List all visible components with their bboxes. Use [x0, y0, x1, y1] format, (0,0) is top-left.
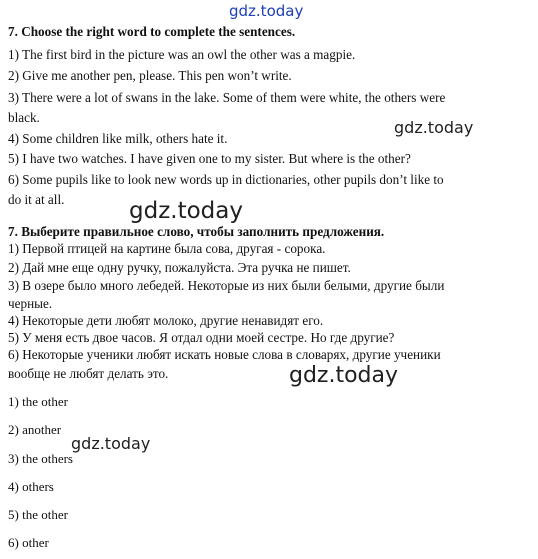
answer-item: 3) the others: [8, 451, 73, 466]
watermark-a: gdz.today: [394, 118, 474, 137]
watermark-top: gdz.today: [229, 2, 304, 20]
sentence-line: 5) I have two watches. I have given one to my sister. But where is the other?: [8, 151, 411, 166]
sentence-line: black.: [8, 110, 40, 125]
answer-item: 1) the other: [8, 394, 68, 409]
sentence-line: 2) Дай мне еще одну ручку, пожалуйста. Эта ручка не пишет.: [8, 260, 351, 275]
watermark-b: gdz.today: [129, 198, 243, 224]
exercise-heading-en: 7. Choose the right word to complete the sentences.: [8, 24, 296, 39]
exercise-heading-ru: 7. Выберите правильное слово, чтобы заполнить предложения.: [8, 224, 385, 239]
sentence-line: 3) В озере было много лебедей. Некоторые из них были белыми, другие были: [8, 278, 445, 293]
sentence-line: 4) Some children like milk, others hate it.: [8, 131, 228, 146]
sentence-line: 4) Некоторые дети любят молоко, другие ненавидят его.: [8, 313, 324, 328]
sentence-line: 6) Некоторые ученики любят искать новые слова в словарях, другие ученики: [8, 347, 441, 362]
sentence-line: 3) There were a lot of swans in the lake. Some of them were white, the others were: [8, 90, 446, 105]
answer-item: 6) other: [8, 535, 49, 550]
sentence-line: вообще не любят делать это.: [8, 366, 169, 381]
watermark-d: gdz.today: [71, 434, 151, 453]
answer-item: 4) others: [8, 479, 54, 494]
sentence-line: 1) Первой птицей на картине была сова, другая - сорока.: [8, 241, 326, 256]
watermark-c: gdz.today: [289, 363, 399, 388]
sentence-line: 2) Give me another pen, please. This pen won’t write.: [8, 68, 292, 83]
sentence-line: 5) У меня есть двое часов. Я отдал одни моей сестре. Но где другие?: [8, 330, 395, 345]
answer-item: 2) another: [8, 422, 62, 437]
sentence-line: 6) Some pupils like to look new words up in dictionaries, other pupils don’t like to: [8, 172, 444, 187]
sentence-line: do it at all.: [8, 192, 65, 207]
sentence-line: черные.: [8, 296, 53, 311]
answer-item: 5) the other: [8, 507, 68, 522]
sentence-line: 1) The first bird in the picture was an owl the other was a magpie.: [8, 47, 356, 62]
